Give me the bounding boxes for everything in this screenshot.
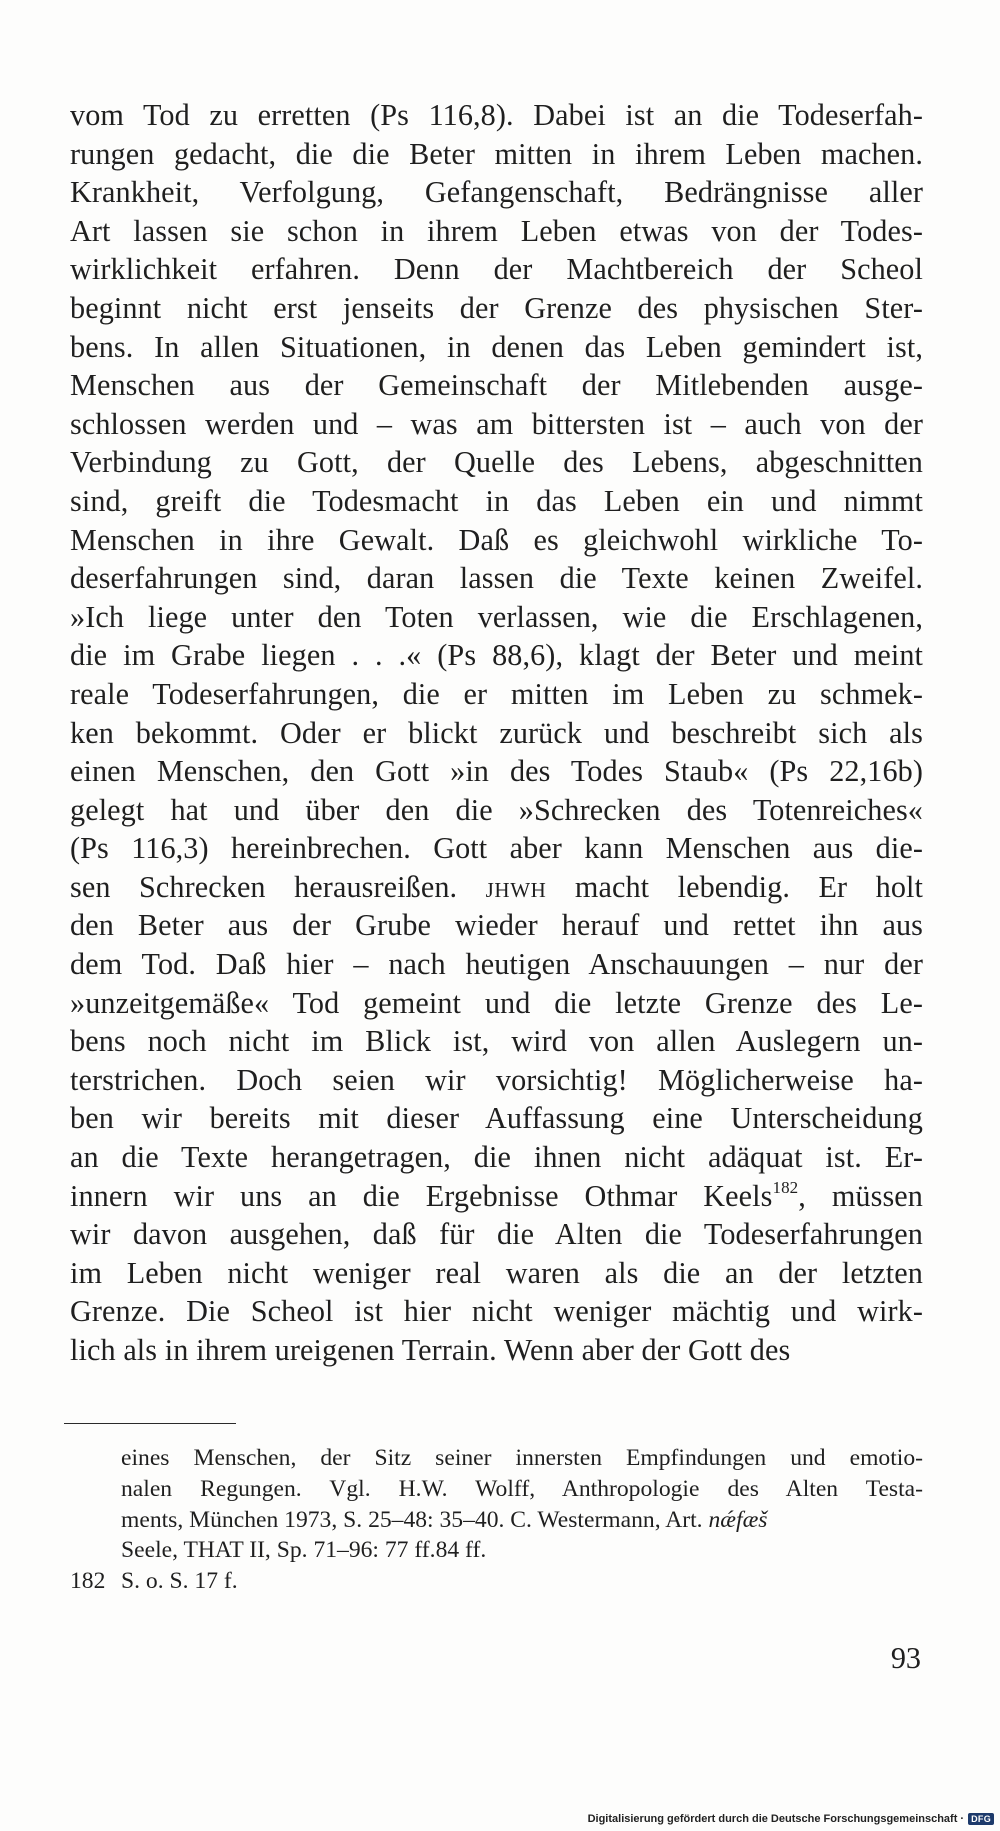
- text-line: Verbindung zu Gott, der Quelle des Lebens, abgeschnitten: [70, 445, 923, 480]
- text-line: wir davon ausgehen, daß für die Alten die Todeserfahrungen: [70, 1217, 923, 1252]
- text-line: (Ps 116,3) hereinbrechen. Gott aber kann Menschen aus die-: [70, 831, 923, 866]
- divine-name-smallcaps: jhwh: [485, 869, 547, 904]
- footnotes: [70, 1443, 923, 1597]
- digitization-note: Digitalisierung gefördert durch die Deutsche Forschungsgemeinschaft ·: [587, 1813, 965, 1825]
- text-line: wirklichkeit erfahren. Denn der Machtbereich der Scheol: [70, 252, 923, 287]
- text-segment: macht lebendig. Er holt: [574, 869, 923, 904]
- text-line: sind, greift die Todesmacht in das Leben ein und nimmt: [70, 483, 923, 518]
- text-line: im Leben nicht weniger real waren als die an der letzten: [70, 1255, 923, 1290]
- text-line: gelegt hat und über den die »Schrecken des Totenreiches«: [70, 792, 923, 827]
- text-line: deserfahrungen sind, daran lassen die Texte keinen Zweifel.: [70, 561, 923, 596]
- footnote-continuation: [121, 1443, 923, 1566]
- text-segment: sen Schrecken herausreißen.: [70, 869, 458, 904]
- text-line: Menschen aus der Gemeinschaft der Mitlebenden ausge-: [70, 368, 923, 403]
- text-line: rungen gedacht, die die Beter mitten in ihrem Leben machen.: [70, 136, 923, 171]
- text-line: bens. In allen Situationen, in denen das Leben gemindert ist,: [70, 329, 923, 364]
- footnote-line: [121, 1505, 923, 1536]
- footnote-separator: [64, 1423, 236, 1424]
- footnote-number: 182: [70, 1568, 106, 1595]
- text-line: einen Menschen, den Gott »in des Todes Staub« (Ps 22,16b): [70, 754, 923, 789]
- text-line: vom Tod zu erretten (Ps 116,8). Dabei ist an die Todeserfah-: [70, 98, 923, 132]
- text-line: schlossen werden und – was am bittersten ist – auch von der: [70, 406, 923, 441]
- footnote-line: eines Menschen, der Sitz seiner innersten Empfindungen und emotio-: [121, 1445, 923, 1471]
- text-line: ken bekommt. Oder er blickt zurück und beschreibt sich als: [70, 715, 923, 750]
- text-segment: , müssen: [798, 1178, 923, 1213]
- text-line: reale Todeserfahrungen, die er mitten im Leben zu schmek-: [70, 676, 923, 711]
- footnote-reference: 182: [772, 1177, 799, 1197]
- text-line: an die Texte herangetragen, die ihnen nicht adäquat ist. Er-: [70, 1140, 923, 1175]
- text-line: »Ich liege unter den Toten verlassen, wie die Erschlagenen,: [70, 599, 923, 634]
- text-line: Grenze. Die Scheol ist hier nicht weniger mächtig und wirk-: [70, 1294, 923, 1329]
- footnote-line: Seele, THAT II, Sp. 71–96: 77 ff.84 ff.: [121, 1537, 487, 1564]
- footnote-segment: ments, München 1973, S. 25–48: 35–40. C. Westermann, Art.: [121, 1506, 703, 1533]
- text-line: terstrichen. Doch seien wir vorsichtig! Möglicherweise ha-: [70, 1062, 923, 1097]
- text-line: [70, 1177, 923, 1216]
- text-line: die im Grabe liegen . . .« (Ps 88,6), klagt der Beter und meint: [70, 638, 923, 673]
- text-segment: innern wir uns an die Ergebnisse Othmar Keels: [70, 1178, 773, 1213]
- text-line: ben wir bereits mit dieser Auffassung eine Unterscheidung: [70, 1101, 923, 1136]
- text-line: dem Tod. Daß hier – nach heutigen Anschauungen – nur der: [70, 947, 923, 982]
- text-line: beginnt nicht erst jenseits der Grenze des physischen Ster-: [70, 290, 923, 325]
- main-text: [70, 96, 923, 1370]
- hebrew-term-italic: nǽfæš: [708, 1506, 768, 1533]
- footnote-182: [70, 1566, 923, 1597]
- text-line: Menschen in ihre Gewalt. Daß es gleichwohl wirkliche To-: [70, 522, 923, 557]
- footnote-line: nalen Regungen. Vgl. H.W. Wolff, Anthropologie des Alten Testa-: [121, 1475, 923, 1502]
- footnote-text: S. o. S. 17 f.: [121, 1568, 238, 1595]
- dfg-logo: DFG: [968, 1813, 994, 1825]
- page-number: 93: [890, 1641, 921, 1675]
- text-line: Krankheit, Verfolgung, Gefangenschaft, Bedrängnisse aller: [70, 175, 923, 210]
- text-line: bens noch nicht im Blick ist, wird von allen Auslegern un-: [70, 1024, 923, 1059]
- text-line: lich als in ihrem ureigenen Terrain. Wenn aber der Gott des: [70, 1333, 791, 1367]
- digitization-credit: [588, 1813, 994, 1825]
- text-line: den Beter aus der Grube wieder herauf und rettet ihn aus: [70, 908, 923, 943]
- text-line: [70, 868, 923, 907]
- text-line: Art lassen sie schon in ihrem Leben etwas von der Todes-: [70, 213, 923, 248]
- text-line: »unzeitgemäße« Tod gemeint und die letzte Grenze des Le-: [70, 985, 923, 1020]
